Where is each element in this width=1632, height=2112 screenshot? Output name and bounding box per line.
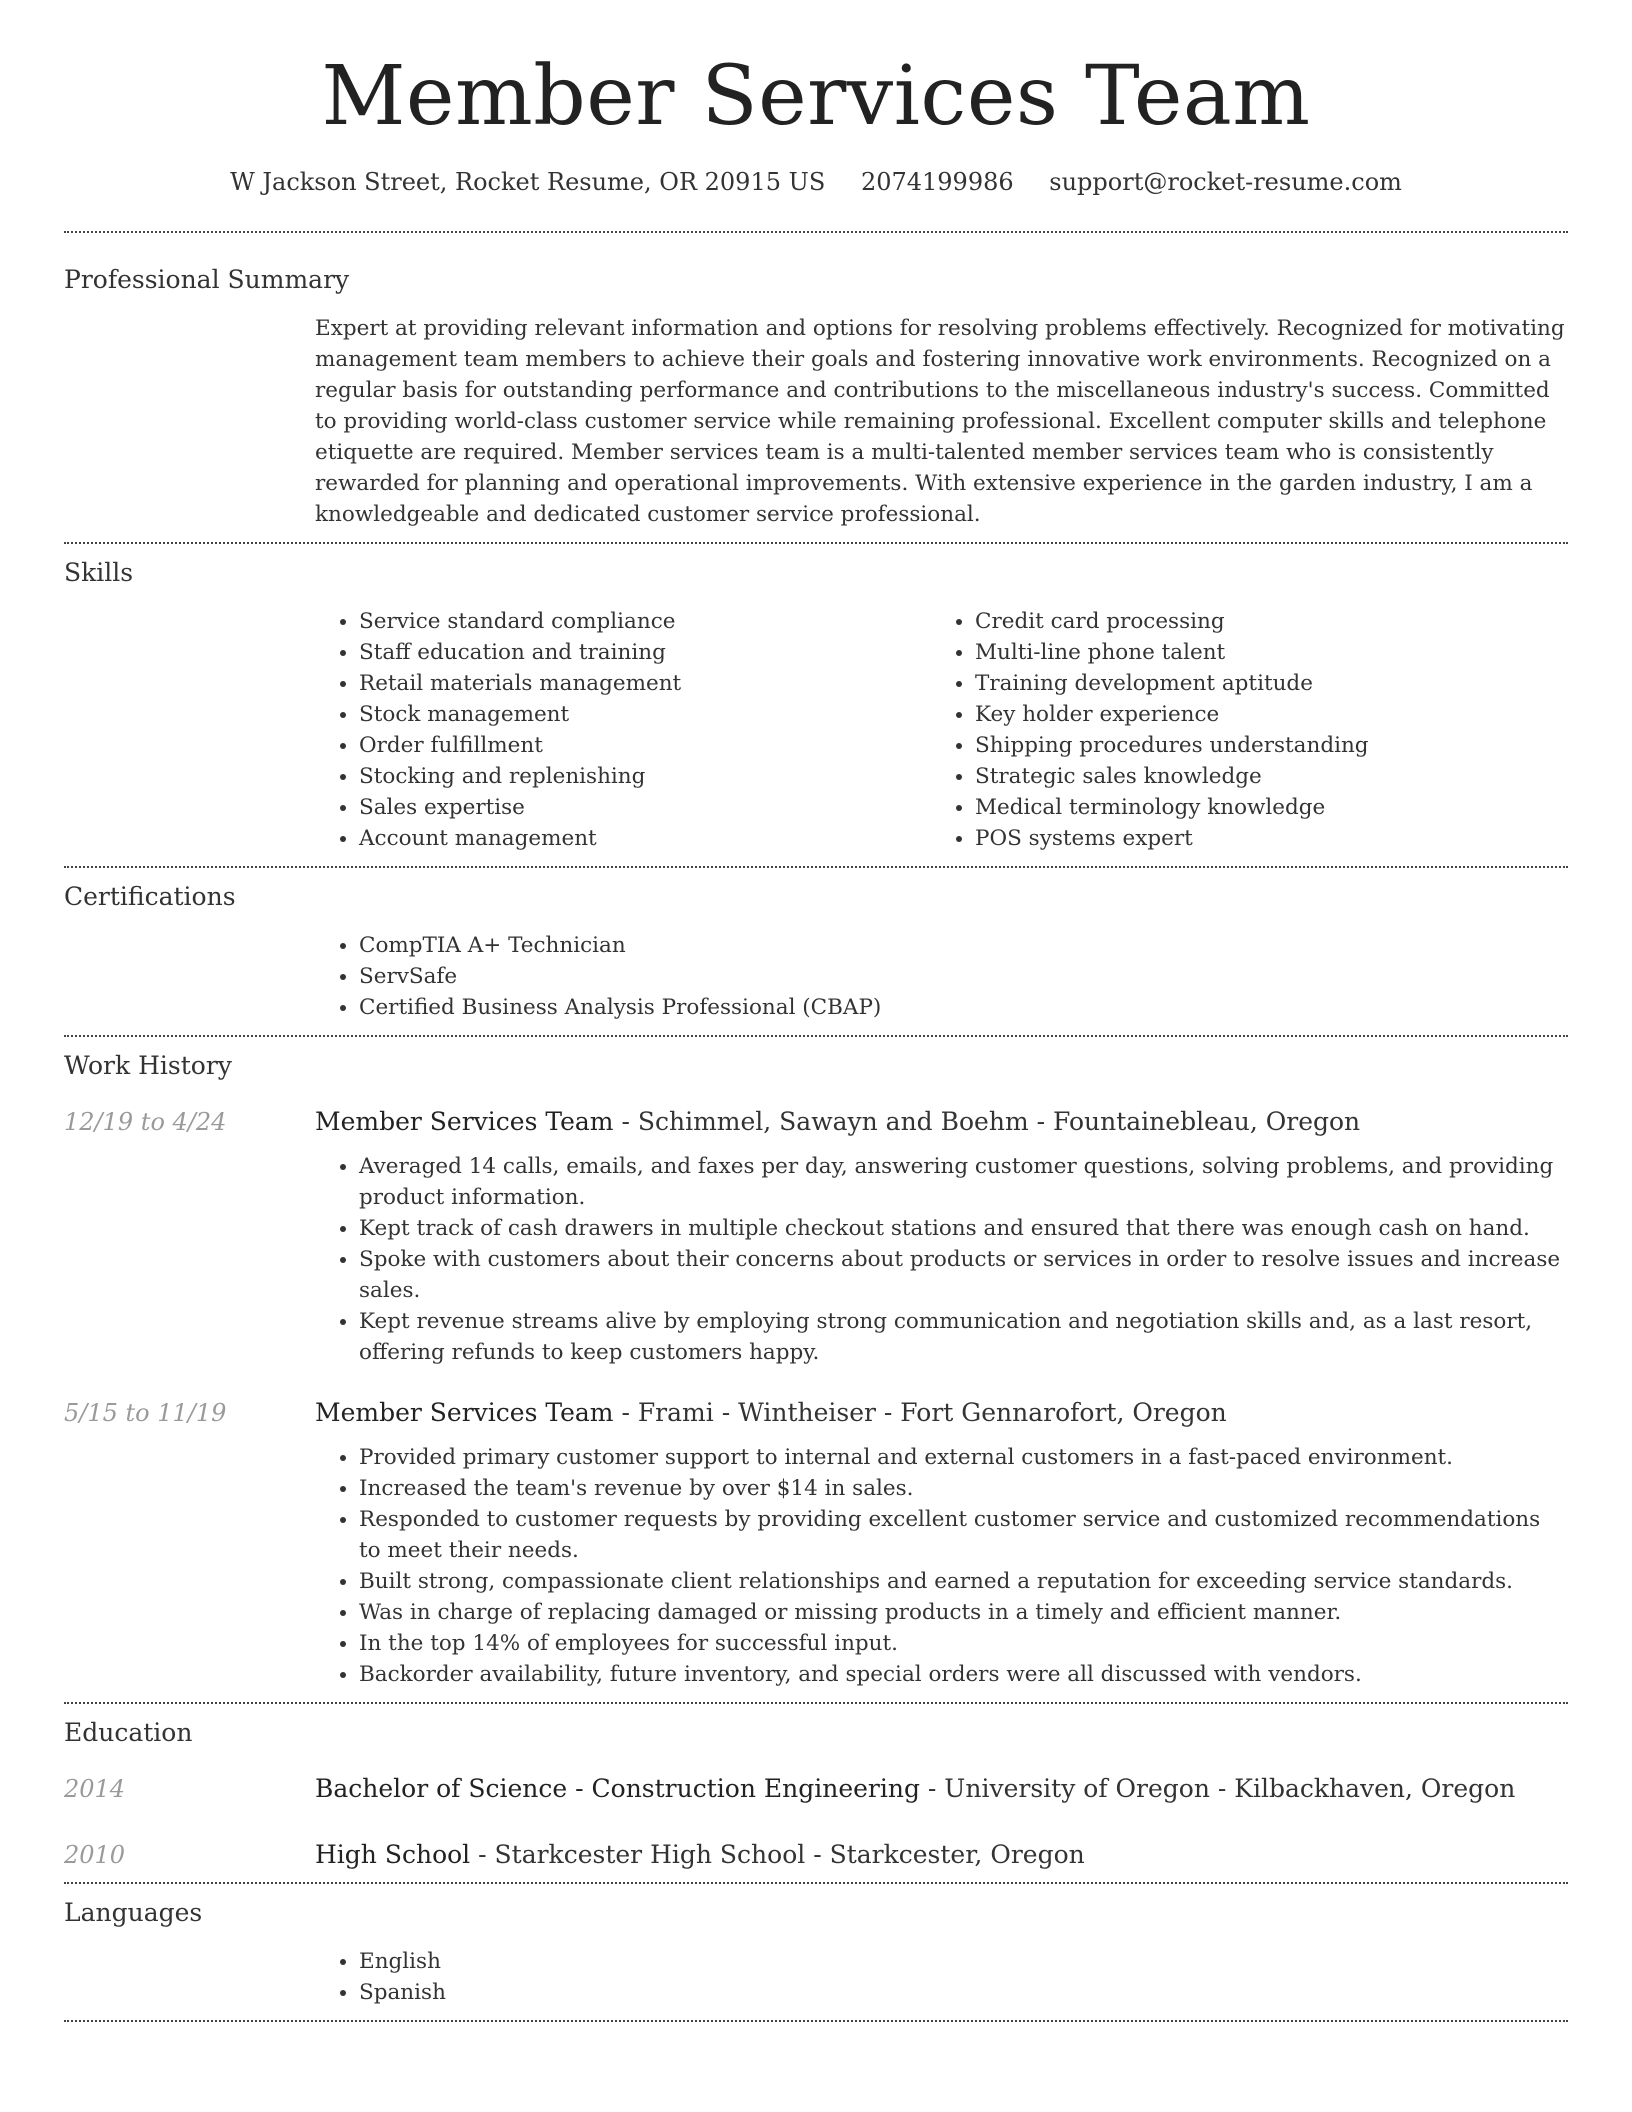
list-item: • Was in charge of replacing damaged or missing products in a timely and efficient manner. — [359, 1597, 1568, 1628]
list-item: • Service standard compliance — [359, 606, 931, 637]
education-degree: Bachelor of Science - Construction Engineering — [315, 1773, 920, 1803]
list-item: • Order fulfillment — [359, 730, 931, 761]
job-entry — [64, 1107, 1568, 1368]
list-item: • Strategic sales knowledge — [975, 761, 1547, 792]
list-item: • Medical terminology knowledge — [975, 792, 1547, 823]
education-school: - Starkcester High School - Starkcester, Oregon — [470, 1839, 1085, 1869]
languages-section — [64, 1884, 1568, 2020]
summary-heading: Professional Summary — [64, 264, 350, 294]
list-item: • In the top 14% of employees for successful input. — [359, 1628, 1568, 1659]
education-entry — [64, 1774, 1568, 1804]
list-item: • Responded to customer requests by providing excellent customer service and customized recommendations to meet their needs. — [359, 1504, 1568, 1566]
education-degree: High School — [315, 1839, 471, 1869]
list-item: • Retail materials management — [359, 668, 931, 699]
list-item: • Kept track of cash drawers in multiple checkout stations and ensured that there was enough cash on hand. — [359, 1213, 1568, 1244]
list-item: • Shipping procedures understanding — [975, 730, 1547, 761]
job-dates: 5/15 to 11/19 — [64, 1398, 227, 1427]
job-dates: 12/19 to 4/24 — [64, 1107, 227, 1136]
list-item: • Credit card processing — [975, 606, 1547, 637]
contact-email: support@rocket-resume.com — [1049, 168, 1402, 197]
list-item: • Training development aptitude — [975, 668, 1547, 699]
languages-body — [315, 1946, 1568, 2008]
certifications-list — [315, 930, 1568, 1023]
skills-section — [64, 544, 1568, 866]
job-role: Member Services Team — [315, 1106, 614, 1136]
education-heading: Education — [64, 1717, 193, 1747]
list-item: • Kept revenue streams alive by employing strong communication and negotiation skills and, as a last resort, offering refunds to keep customers happy. — [359, 1306, 1568, 1368]
list-item: • Provided primary customer support to internal and external customers in a fast-paced environment. — [359, 1442, 1568, 1473]
list-item: • CompTIA A+ Technician — [359, 930, 1568, 961]
job-bullet-list — [315, 1151, 1568, 1368]
certifications-section — [64, 868, 1568, 1035]
list-item: • Account management — [359, 823, 931, 854]
contact-address: W Jackson Street, Rocket Resume, OR 20915 US — [230, 168, 826, 197]
section-divider — [64, 2020, 1568, 2022]
skills-columns — [315, 606, 1568, 854]
education-line — [315, 1840, 1085, 1870]
list-item: • Spanish — [359, 1977, 1568, 2008]
list-item: • Averaged 14 calls, emails, and faxes per day, answering customer questions, solving problems, and providing product information. — [359, 1151, 1568, 1213]
education-school: - University of Oregon - Kilbackhaven, Oregon — [919, 1773, 1516, 1803]
job-header-row — [64, 1398, 1568, 1428]
list-item: • Certified Business Analysis Professional (CBAP) — [359, 992, 1568, 1023]
work-history-heading: Work History — [64, 1050, 232, 1080]
list-item: • Multi-line phone talent — [975, 637, 1547, 668]
candidate-name: Member Services Team — [321, 49, 1311, 144]
summary-text: Expert at providing relevant information and options for resolving problems effectively. Recognized for motivating management team members to achieve their goals and fostering innovative work environments. Recognized on a regular basis for outstanding performance and contributions to the miscellaneous industry's success. Committed to providing world-class customer service while remaining professional. Excellent computer skills and telephone etiquette are required. Member services team is a multi-talented member services team who is consistently rewarded for planning and operational improvements. With extensive experience in the garden industry, I am a knowledgeable and dedicated customer service professional. — [315, 315, 1565, 527]
certifications-heading: Certifications — [64, 881, 236, 911]
contact-phone: 2074199986 — [860, 168, 1014, 197]
list-item: • ServSafe — [359, 961, 1568, 992]
education-line — [315, 1774, 1515, 1804]
skills-list-left — [315, 606, 931, 854]
job-title-line — [315, 1398, 1227, 1428]
education-section — [64, 1704, 1568, 1882]
list-item: • Stocking and replenishing — [359, 761, 931, 792]
skills-column-left — [315, 606, 931, 854]
list-item: • Backorder availability, future inventory, and special orders were all discussed with vendors. — [359, 1659, 1568, 1690]
job-employer: - Frami - Wintheiser - Fort Gennarofort, Oregon — [613, 1397, 1227, 1427]
job-role: Member Services Team — [315, 1397, 614, 1427]
education-year: 2014 — [64, 1774, 126, 1803]
list-item: • POS systems expert — [975, 823, 1547, 854]
work-history-section — [64, 1037, 1568, 1702]
list-item: • Stock management — [359, 699, 931, 730]
contact-line — [64, 168, 1568, 197]
job-bullets — [315, 1151, 1568, 1368]
languages-heading: Languages — [64, 1897, 203, 1927]
list-item: • Key holder experience — [975, 699, 1547, 730]
job-bullets — [315, 1442, 1568, 1690]
skills-heading: Skills — [64, 557, 134, 587]
job-employer: - Schimmel, Sawayn and Boehm - Fountainebleau, Oregon — [613, 1106, 1361, 1136]
list-item: • Staff education and training — [359, 637, 931, 668]
list-item: • Increased the team's revenue by over $14 in sales. — [359, 1473, 1568, 1504]
job-header-row — [64, 1107, 1568, 1137]
list-item: • English — [359, 1946, 1568, 1977]
languages-list — [315, 1946, 1568, 2008]
education-entry — [64, 1840, 1568, 1870]
job-title-line — [315, 1107, 1360, 1137]
skills-column-right — [931, 606, 1547, 854]
job-bullet-list — [315, 1442, 1568, 1690]
certifications-body — [315, 930, 1568, 1023]
list-item: • Sales expertise — [359, 792, 931, 823]
skills-list-right — [931, 606, 1547, 854]
summary-section — [64, 233, 1568, 542]
list-item: • Built strong, compassionate client relationships and earned a reputation for exceeding service standards. — [359, 1566, 1568, 1597]
list-item: • Spoke with customers about their concerns about products or services in order to resolve issues and increase sales. — [359, 1244, 1568, 1306]
education-year: 2010 — [64, 1840, 126, 1869]
job-entry — [64, 1398, 1568, 1690]
